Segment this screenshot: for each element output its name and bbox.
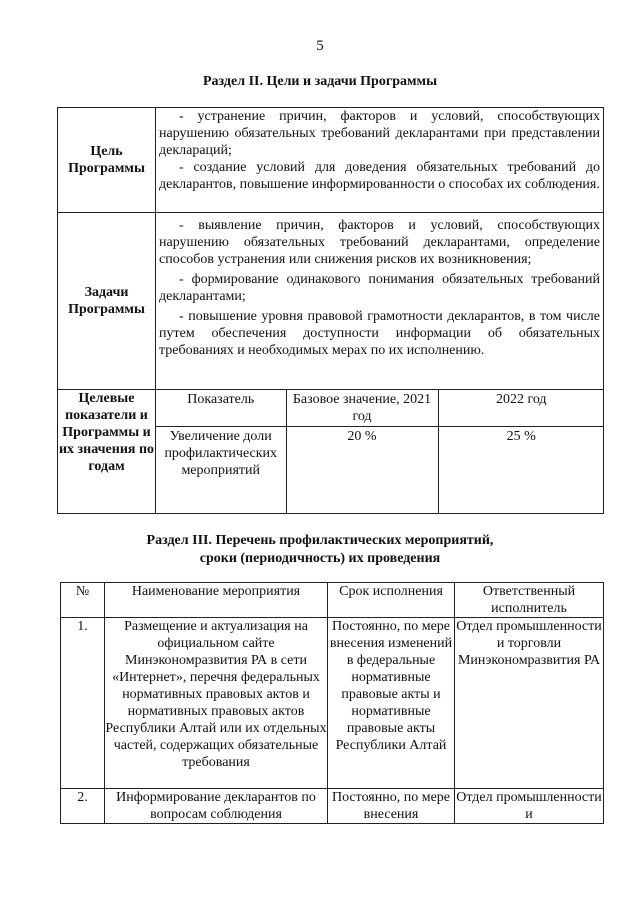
- tasks-row: [58, 213, 604, 390]
- row-name: Информирование декларантов по вопросам соблюдения: [105, 789, 328, 824]
- task-item: - выявление причин, факторов и условий, способствующих нарушению обязательных требований декларантами, определение способов устранения или снижения рисков их возникновения;: [159, 218, 600, 267]
- row-executor: Отдел промышленности и торговли Минэкономразвития РА: [455, 618, 604, 789]
- targets-value-cell: Увеличение доли профилактических мероприятий: [156, 427, 286, 514]
- row-number: 1.: [61, 618, 105, 789]
- targets-header-row: [156, 390, 604, 427]
- table-row: [61, 618, 604, 789]
- header-cell-term: Срок исполнения: [328, 583, 455, 618]
- header-cell-number: №: [61, 583, 105, 618]
- page-number: 5: [316, 38, 324, 54]
- row-term: Постоянно, по мере внесения: [328, 789, 455, 824]
- goal-item: - создание условий для доведения обязательных требований до декларантов, повышение информированности о способах их соблюдения.: [159, 160, 600, 192]
- row-name: Размещение и актуализация на официальном сайте Минэкономразвития РА в сети «Интернет», перечня федеральных нормативных правовых актов и нормативных правовых актов Республики Алтай или их отдельных частей, содержащих обязательные требования: [105, 618, 328, 789]
- targets-content: [156, 390, 604, 514]
- targets-header-cell: 2022 год: [438, 390, 604, 427]
- targets-header-cell: Показатель: [187, 392, 255, 407]
- targets-row: [58, 390, 604, 514]
- goals-label: Цель Программы: [58, 108, 156, 213]
- table-row: [61, 789, 604, 824]
- row-executor: Отдел промышленности и: [456, 790, 602, 822]
- targets-label: Целевые показатели и Программы и их значения по годам: [58, 390, 156, 514]
- section-3-title-line2: сроки (периодичность) их проведения: [199, 551, 441, 566]
- goals-row: [58, 108, 604, 213]
- section-3-title-line1: Раздел III. Перечень профилактических мероприятий,: [146, 533, 494, 548]
- activities-header-row: [61, 583, 604, 618]
- goals-content: [156, 108, 604, 213]
- section-3-title: [0, 532, 640, 568]
- header-cell-name: Наименование мероприятия: [105, 583, 328, 618]
- goals-table: [57, 107, 604, 514]
- targets-value-cell: 20 %: [286, 427, 438, 514]
- activities-table: [60, 582, 604, 824]
- targets-value-row: [156, 427, 604, 514]
- section-2-title: Раздел II. Цели и задачи Программы: [203, 74, 437, 89]
- goal-item: - устранение причин, факторов и условий, способствующих нарушению обязательных требований декларантами при представлении деклараций;: [159, 109, 600, 158]
- tasks-content: [156, 213, 604, 390]
- targets-header-cell: Базовое значение, 2021 год: [286, 390, 438, 427]
- targets-inner-table: [156, 390, 604, 513]
- task-item: - повышение уровня правовой грамотности декларантов, в том числе путем обеспечения доступности информации об обязательных требованиях и необходимых мерах по их исполнению.: [159, 309, 600, 358]
- targets-value-cell: 25 %: [438, 427, 604, 514]
- row-term: Постоянно, по мере внесения изменений в федеральные нормативные правовые акты и нормативные правовые акты Республики Алтай: [328, 618, 455, 789]
- tasks-label: Задачи Программы: [58, 213, 156, 390]
- row-number: 2.: [61, 789, 105, 824]
- task-item: - формирование одинакового понимания обязательных требований декларантами;: [159, 272, 600, 304]
- header-cell-executor: Ответственный исполнитель: [455, 583, 604, 618]
